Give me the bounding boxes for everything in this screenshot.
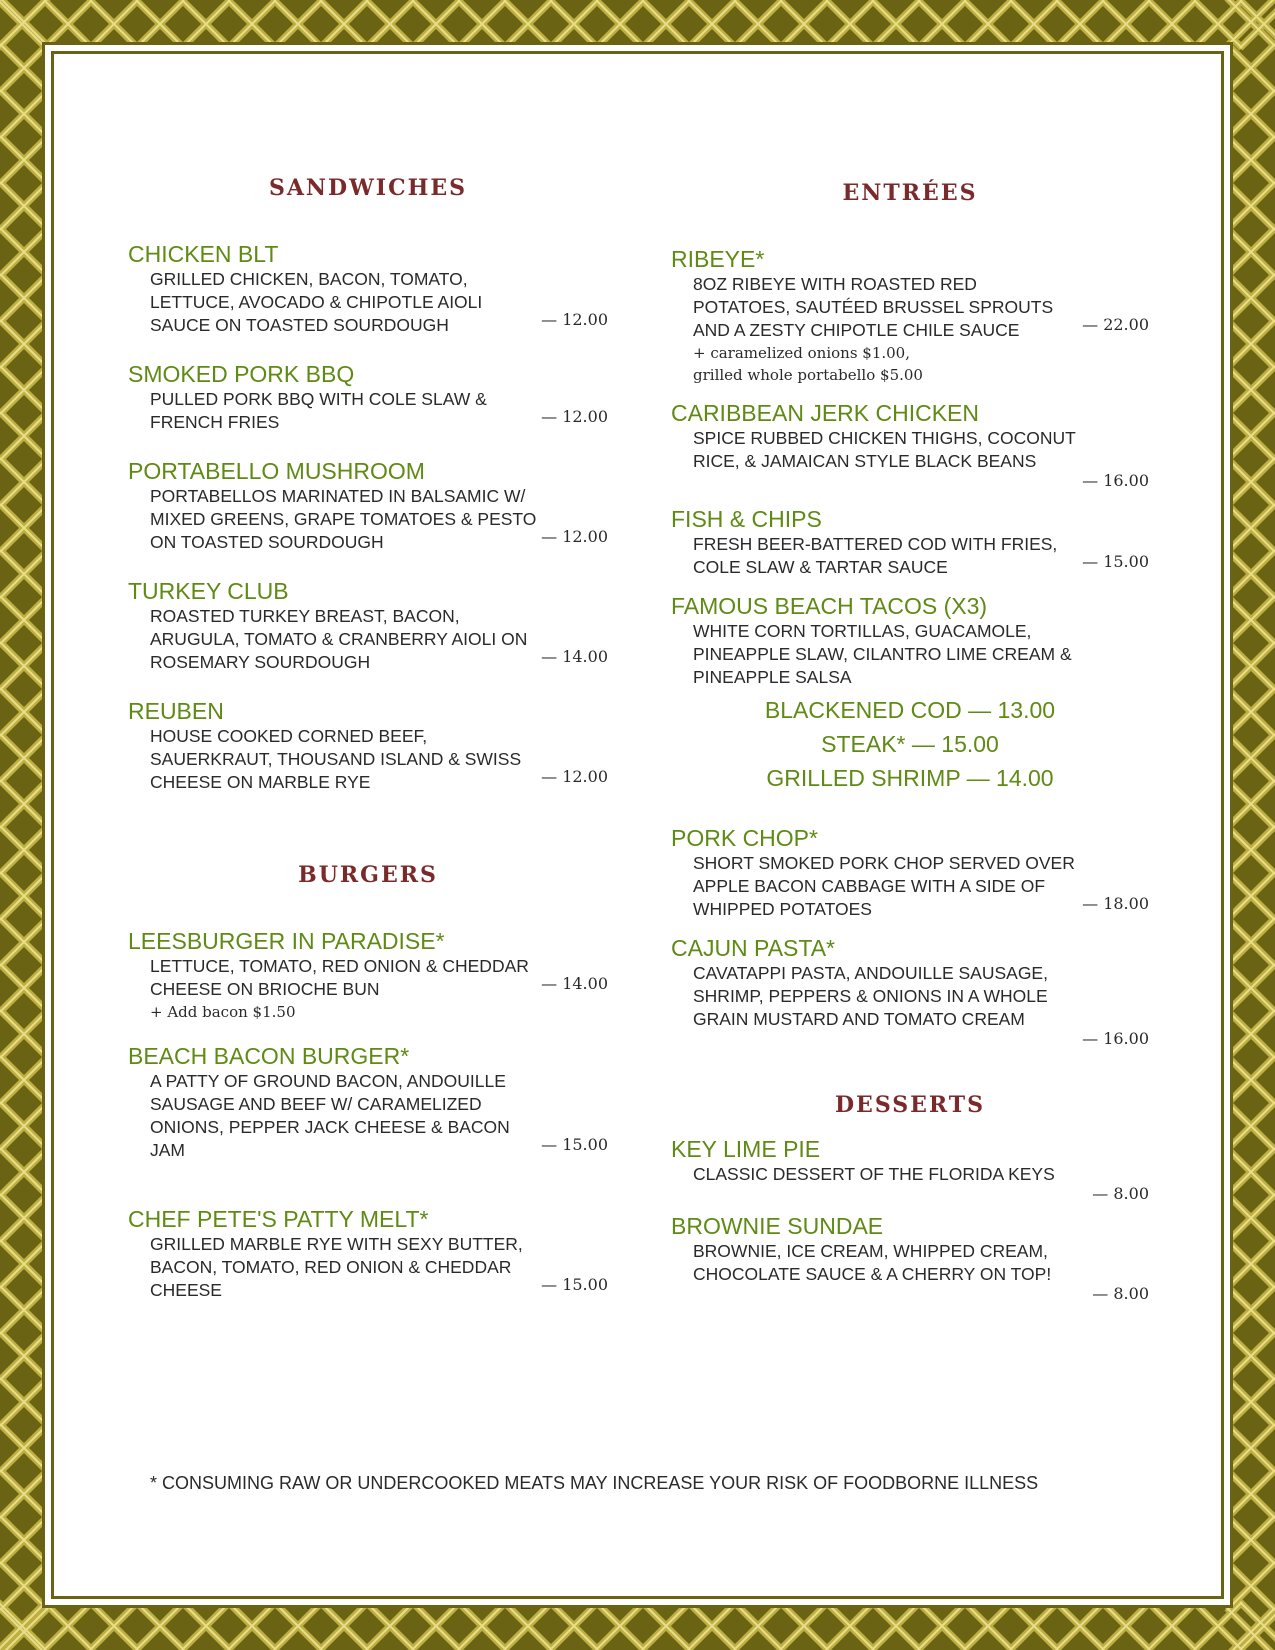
food-safety-disclaimer: * CONSUMING RAW OR UNDERCOOKED MEATS MAY INCREASE YOUR RISK OF FOODBORNE ILLNESS: [150, 1473, 1039, 1493]
item-description: SPICE RUBBED CHICKEN THIGHS, COCONUT RICE, & JAMAICAN STYLE BLACK BEANS: [693, 428, 1076, 471]
item-name: CARIBBEAN JERK CHICKEN: [671, 400, 980, 426]
item-price: — 8.00: [1092, 1284, 1149, 1303]
item-description: A PATTY OF GROUND BACON, ANDOUILLE SAUSAGE AND BEEF W/ CARAMELIZED ONIONS, PEPPER JACK CHEESE & BACON JAM: [150, 1071, 510, 1160]
item-price: — 15.00: [1082, 552, 1149, 571]
item-description: FRESH BEER-BATTERED COD WITH FRIES, COLE SLAW & TARTAR SAUCE: [693, 534, 1058, 577]
item-description: GRILLED CHICKEN, BACON, TOMATO, LETTUCE, AVOCADO & CHIPOTLE AIOLI SAUCE ON TOASTED SOURDOUGH: [150, 269, 483, 335]
taco-option: STEAK* — 15.00: [821, 731, 999, 757]
item-name: KEY LIME PIE: [671, 1136, 821, 1162]
item-description: ROASTED TURKEY BREAST, BACON, ARUGULA, TOMATO & CRANBERRY AIOLI ON ROSEMARY SOURDOUGH: [150, 606, 528, 672]
item-price: — 12.00: [541, 767, 608, 786]
item-description: GRILLED MARBLE RYE WITH SEXY BUTTER, BACON, TOMATO, RED ONION & CHEDDAR CHEESE: [150, 1234, 523, 1300]
item-description: WHITE CORN TORTILLAS, GUACAMOLE, PINEAPPLE SLAW, CILANTRO LIME CREAM & PINEAPPLE SALSA: [693, 621, 1072, 687]
item-name: BEACH BACON BURGER*: [128, 1043, 410, 1069]
item-name: PORK CHOP*: [671, 825, 818, 851]
item-name: REUBEN: [128, 698, 224, 724]
item-description: BROWNIE, ICE CREAM, WHIPPED CREAM, CHOCOLATE SAUCE & A CHERRY ON TOP!: [693, 1241, 1052, 1284]
item-price: — 14.00: [541, 647, 608, 666]
menu-item: [671, 593, 1149, 795]
taco-option: BLACKENED COD — 13.00: [764, 697, 1056, 723]
menu-item: [128, 578, 608, 674]
menu-item: [671, 506, 1149, 579]
menu-item: [671, 1136, 1149, 1209]
item-addon: + caramelized onions $1.00,: [693, 344, 910, 362]
item-description: 8OZ RIBEYE WITH ROASTED RED POTATOES, SAUTÉED BRUSSEL SPROUTS AND A ZESTY CHIPOTLE CHILE SAUCE: [693, 274, 1054, 340]
item-price: — 12.00: [541, 527, 608, 546]
menu-item: [128, 1043, 608, 1162]
price-spacer: [693, 473, 1149, 496]
price-spacer: [693, 1186, 1149, 1209]
item-description: LETTUCE, TOMATO, RED ONION & CHEDDAR CHEESE ON BRIOCHE BUN: [150, 956, 529, 999]
item-name: CAJUN PASTA*: [671, 935, 836, 961]
price-spacer: [693, 1031, 1149, 1054]
item-description: CLASSIC DESSERT OF THE FLORIDA KEYS: [693, 1164, 1055, 1184]
menu-item: [128, 361, 608, 434]
item-description: HOUSE COOKED CORNED BEEF, SAUERKRAUT, THOUSAND ISLAND & SWISS CHEESE ON MARBLE RYE: [150, 726, 522, 792]
desserts-title: DESSERTS: [834, 1092, 986, 1118]
taco-option: GRILLED SHRIMP — 14.00: [766, 765, 1054, 791]
item-description: PULLED PORK BBQ WITH COLE SLAW & FRENCH FRIES: [150, 389, 487, 432]
sandwiches-title: SANDWICHES: [268, 175, 468, 201]
item-addon: grilled whole portabello $5.00: [693, 366, 923, 384]
left-column: [128, 175, 608, 1302]
menu-item: [671, 825, 1149, 921]
item-description: PORTABELLOS MARINATED IN BALSAMIC W/ MIXED GREENS, GRAPE TOMATOES & PESTO ON TOASTED SOURDOUGH: [150, 486, 537, 552]
menu-item: [671, 400, 1149, 496]
right-column: [671, 180, 1149, 1303]
item-price: — 15.00: [541, 1135, 608, 1154]
entrees-title: ENTRÉES: [842, 180, 978, 206]
item-price: — 22.00: [1082, 315, 1149, 334]
item-name: CHICKEN BLT: [128, 241, 279, 267]
item-name: BROWNIE SUNDAE: [671, 1213, 884, 1239]
item-name: FISH & CHIPS: [671, 506, 822, 532]
item-price: — 16.00: [1082, 471, 1149, 490]
item-description: CAVATAPPI PASTA, ANDOUILLE SAUSAGE, SHRIMP, PEPPERS & ONIONS IN A WHOLE GRAIN MUSTARD AND TOMATO CREAM: [693, 963, 1048, 1029]
menu-item: [128, 698, 608, 794]
menu-item: [128, 458, 608, 554]
item-name: CHEF PETE'S PATTY MELT*: [128, 1206, 429, 1232]
item-price: — 12.00: [541, 310, 608, 329]
menu-item: [671, 246, 1149, 386]
menu-item: [128, 928, 608, 1023]
menu-item: [128, 241, 608, 337]
item-price: — 14.00: [541, 974, 608, 993]
menu-item: [671, 1213, 1149, 1303]
item-name: RIBEYE*: [671, 246, 765, 272]
menu-item: [128, 1206, 608, 1302]
item-price: — 15.00: [541, 1275, 608, 1294]
item-name: FAMOUS BEACH TACOS (X3): [671, 593, 988, 619]
item-price: — 18.00: [1082, 894, 1149, 913]
item-name: SMOKED PORK BBQ: [128, 361, 355, 387]
item-name: PORTABELLO MUSHROOM: [128, 458, 425, 484]
item-price: — 16.00: [1082, 1029, 1149, 1048]
item-name: LEESBURGER IN PARADISE*: [128, 928, 445, 954]
item-description: SHORT SMOKED PORK CHOP SERVED OVER APPLE BACON CABBAGE WITH A SIDE OF WHIPPED POTATOES: [693, 853, 1075, 919]
item-price: — 8.00: [1092, 1184, 1149, 1203]
item-price: — 12.00: [541, 407, 608, 426]
menu-item: [671, 935, 1149, 1054]
item-addon: + Add bacon $1.50: [150, 1003, 296, 1021]
item-name: TURKEY CLUB: [128, 578, 289, 604]
burgers-title: BURGERS: [298, 862, 438, 888]
